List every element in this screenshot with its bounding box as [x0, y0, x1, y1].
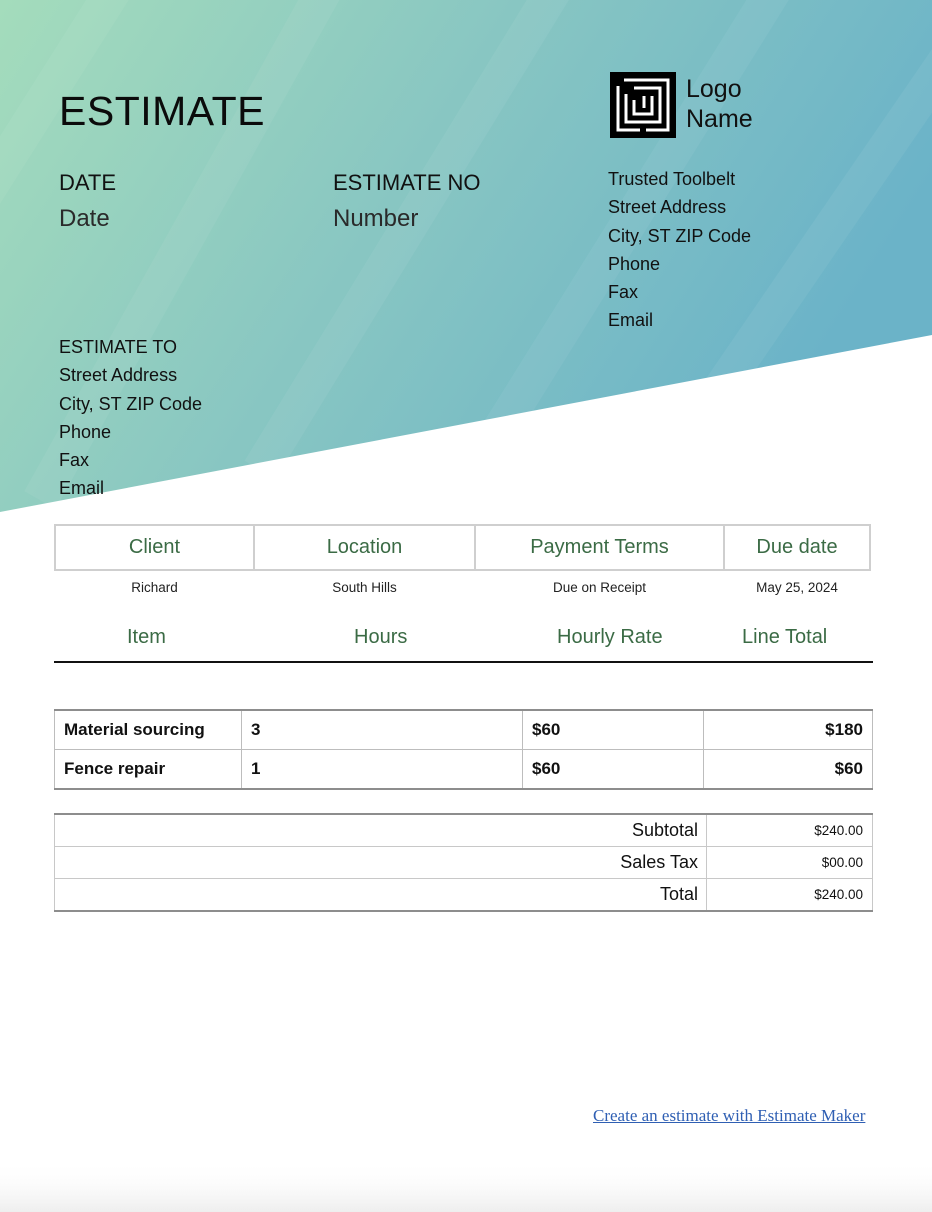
- item-name: Fence repair: [55, 750, 242, 790]
- header-payment-terms: Payment Terms: [475, 525, 724, 570]
- header-location: Location: [254, 525, 475, 570]
- table-row: [55, 710, 873, 750]
- meta-header-row: [55, 525, 870, 570]
- due-date-value: May 25, 2024: [756, 579, 838, 595]
- estimate-no-label: ESTIMATE NO: [333, 170, 481, 195]
- date-label: DATE: [59, 170, 117, 195]
- subtotal-value: $240.00: [707, 814, 873, 847]
- sales-tax-value: $00.00: [707, 847, 873, 879]
- total-label: Total: [55, 879, 707, 912]
- item-hours: 1: [242, 750, 523, 790]
- sales-tax-row: [55, 847, 873, 879]
- totals-table: [54, 813, 873, 912]
- item-hours: 3: [242, 710, 523, 750]
- document-title: ESTIMATE: [59, 88, 265, 134]
- item-name: Material sourcing: [55, 710, 242, 750]
- item-column-headers: [54, 619, 873, 663]
- recipient-info: [59, 333, 202, 503]
- item-rate: $60: [523, 710, 704, 750]
- item-total: $180: [704, 710, 873, 750]
- item-total: $60: [704, 750, 873, 790]
- items-table: [54, 709, 873, 790]
- client-value: Richard: [131, 579, 178, 595]
- maze-logo-icon: [610, 72, 676, 138]
- date-value: Date: [59, 205, 110, 232]
- company-fax: Fax: [608, 282, 639, 303]
- meta-value-row: [55, 570, 870, 602]
- recipient-fax: Fax: [59, 450, 90, 471]
- header-client: Client: [55, 525, 254, 570]
- total-row: [55, 879, 873, 912]
- column-hourly-rate: Hourly Rate: [557, 626, 663, 648]
- payment-terms-value: Due on Receipt: [552, 579, 647, 595]
- recipient-email: Email: [59, 478, 105, 499]
- recipient-street: Street Address: [59, 365, 178, 386]
- total-value: $240.00: [707, 879, 873, 912]
- header-due-date: Due date: [724, 525, 870, 570]
- column-line-total: Line Total: [742, 626, 828, 648]
- recipient-phone: Phone: [59, 421, 112, 442]
- company-phone: Phone: [608, 253, 661, 274]
- company-name: Trusted Toolbelt: [608, 169, 736, 189]
- company-info: [608, 165, 751, 335]
- company-email: Email: [608, 310, 654, 331]
- logo-line-2: Name: [686, 105, 753, 133]
- estimate-maker-link[interactable]: Create an estimate with Estimate Maker: [593, 1106, 866, 1125]
- column-hours: Hours: [354, 626, 408, 648]
- recipient-city: City, ST ZIP Code: [59, 393, 203, 414]
- location-value: South Hills: [332, 579, 397, 595]
- company-city: City, ST ZIP Code: [608, 225, 752, 246]
- recipient-heading: ESTIMATE TO: [59, 337, 178, 357]
- subtotal-label: Subtotal: [55, 814, 707, 847]
- company-street: Street Address: [608, 197, 727, 218]
- column-item: Item: [127, 626, 166, 648]
- item-rate: $60: [523, 750, 704, 790]
- sales-tax-label: Sales Tax: [55, 847, 707, 879]
- meta-table: [54, 524, 871, 602]
- logo-line-1: Logo: [686, 75, 742, 103]
- table-row: [55, 750, 873, 790]
- logo-name: [686, 74, 753, 134]
- subtotal-row: [55, 814, 873, 847]
- estimate-no-value: Number: [333, 205, 419, 232]
